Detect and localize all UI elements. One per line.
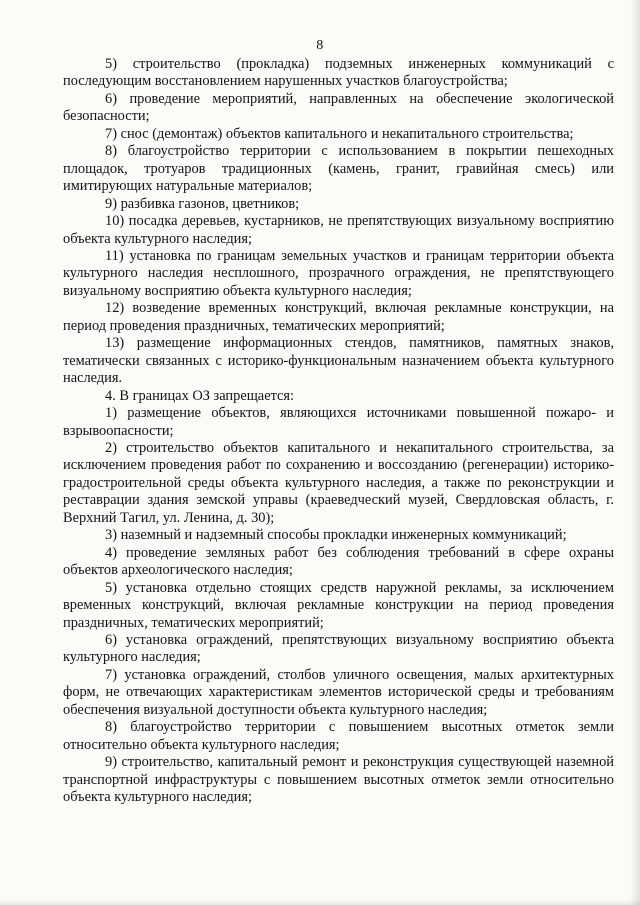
section-heading-prohibitions: 4. В границах ОЗ запрещается: [105, 387, 295, 404]
scan-bottom-shadow [0, 899, 640, 905]
prohibited-item-7-street-furniture: 7) установка ограждений, столбов уличного освещения, малых архитектурных форм, не отвечающих характеристикам элементов исторической среды и требованиям обеспечения визуальной доступности объекта культурного наследия; [63, 666, 614, 718]
paragraph-item-12-temporary-structures: 12) возведение временных конструкций, включая рекламные конструкции, на период проведения праздничных, тематических мероприятий; [63, 300, 614, 334]
paragraph-item-6-ecology: 6) проведение мероприятий, направленных на обеспечение экологической безопасности; [63, 90, 614, 125]
paragraph-item-8-landscaping: 8) благоустройство территории с использованием в покрытии пешеходных площадок, тротуаров традиционных (камень, гранит, гравийная смесь) или имитирующих натуральные материалов; [63, 143, 614, 195]
paragraph-item-11-fencing: 11) установка по границам земельных участков и границам территории объекта культурного наследия несплошного, прозрачного ограждения, не препятствующего визуальному восприятию объекта культурного наследия; [63, 247, 614, 299]
prohibited-item-6-fences: 6) установка ограждений, препятствующих визуальному восприятию объекта культурного наследия; [63, 631, 614, 666]
paragraph-item-10-planting: 10) посадка деревьев, кустарников, не препятствующих визуальному восприятию объекта культурного наследия; [63, 213, 614, 247]
prohibited-item-2-construction: 2) строительство объектов капитального и некапитального строительства, за исключением проведения работ по сохранению и воссозданию (регенерации) историко-градостроительной среды объекта культурного наследия, а также по реконструкции и реставрации здания земской управы (краеведческий музей, Свердловская область, г. Верхний Тагил, ул. Ленина, д. 30); [63, 439, 614, 526]
prohibited-item-9-transport: 9) строительство, капитальный ремонт и реконструкция существующей наземной транспортной инфраструктуры с повышением высотных отметок земли относительно объекта культурного наследия; [63, 754, 614, 806]
prohibited-item-4-earthworks: 4) проведение земляных работ без соблюдения требований в сфере охраны объектов археологического наследия; [63, 544, 614, 579]
scan-edge-shadow [630, 0, 640, 905]
document-body [63, 56, 614, 806]
page-number: 8 [316, 38, 324, 53]
prohibited-item-3-utilities: 3) наземный и надземный способы прокладки инженерных коммуникаций; [105, 527, 567, 544]
prohibited-item-8-ground-level: 8) благоустройство территории с повышением высотных отметок земли относительно объекта культурного наследия; [63, 719, 614, 753]
paragraph-item-5-construction: 5) строительство (прокладка) подземных инженерных коммуникаций с последующим восстановлением нарушенных участков благоустройства; [63, 56, 614, 90]
prohibited-item-5-advertising: 5) установка отдельно стоящих средств наружной рекламы, за исключением временных конструкций, включая рекламные конструкции на период проведения праздничных, тематических мероприятий; [63, 579, 614, 631]
paragraph-item-13-info-stands: 13) размещение информационных стендов, памятников, памятных знаков, тематически связанных с историко-функциональным назначением объекта культурного наследия. [63, 335, 614, 387]
paragraph-item-9-lawns: 9) разбивка газонов, цветников; [105, 195, 300, 212]
paragraph-item-7-demolition: 7) снос (демонтаж) объектов капитального и некапитального строительства; [105, 125, 574, 142]
prohibited-item-1-fire-hazard: 1) размещение объектов, являющихся источниками повышенной пожаро- и взрывоопасности; [63, 405, 614, 439]
